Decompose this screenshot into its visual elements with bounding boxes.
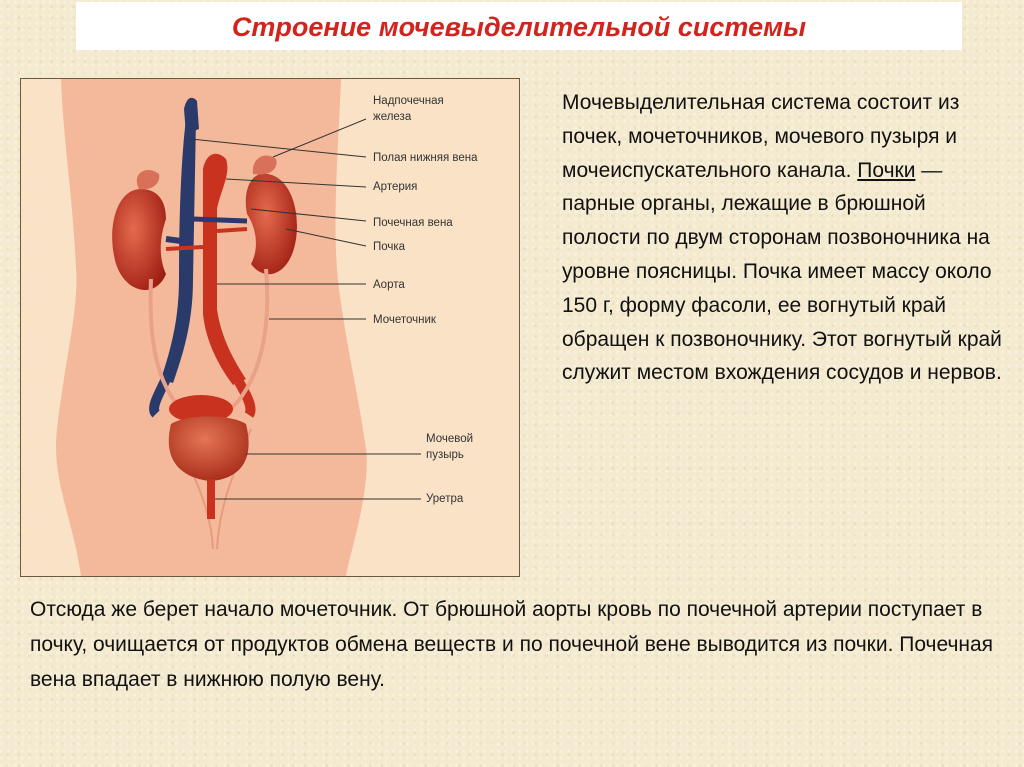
bottom-paragraph: Отсюда же берет начало мочеточник. От брюшной аорты кровь по почечной артерии поступает в почку, очищается от продуктов обмена веществ и по почечной вене выводится из почки. Почечная вена впадает в нижнюю полую вену.: [30, 598, 994, 691]
label-kidney: Почка: [373, 241, 406, 253]
label-vena-cava: Полая нижняя вена: [373, 152, 478, 164]
label-ureter: Мочеточник: [373, 314, 436, 326]
kidneys-definition: — парные органы, лежащие в брюшной полости по двум сторонам позвоночника на уровне поясницы. Почка имеет массу около 150 г, форму фасоли, ее вогнутый край обращен к позвоночнику. Этот вогнутый край служит местом вхождения сосудов и нервов.: [562, 158, 1002, 385]
label-bladder-line2: пузырь: [426, 449, 464, 461]
label-adrenal-line2: железа: [373, 111, 412, 123]
label-bladder: [426, 431, 473, 463]
slide-title: Строение мочевыделительной системы: [231, 12, 807, 42]
label-renal-vein: Почечная вена: [373, 217, 453, 229]
intro-text: Мочевыделительная система состоит из почек, мочеточников, мочевого пузыря и мочеиспускательного канала.: [562, 91, 960, 182]
label-adrenal-line1: Надпочечная: [373, 95, 444, 107]
label-aorta: Аорта: [373, 279, 405, 291]
title-bar: [76, 2, 962, 50]
label-artery: Артерия: [373, 181, 418, 193]
anatomy-figure: [20, 78, 520, 577]
label-urethra: Уретра: [426, 493, 464, 505]
label-adrenal-gland: [373, 93, 444, 125]
label-bladder-line1: Мочевой: [426, 433, 474, 445]
description-paragraph: [562, 86, 1002, 390]
kidneys-term: Почки: [857, 158, 916, 182]
